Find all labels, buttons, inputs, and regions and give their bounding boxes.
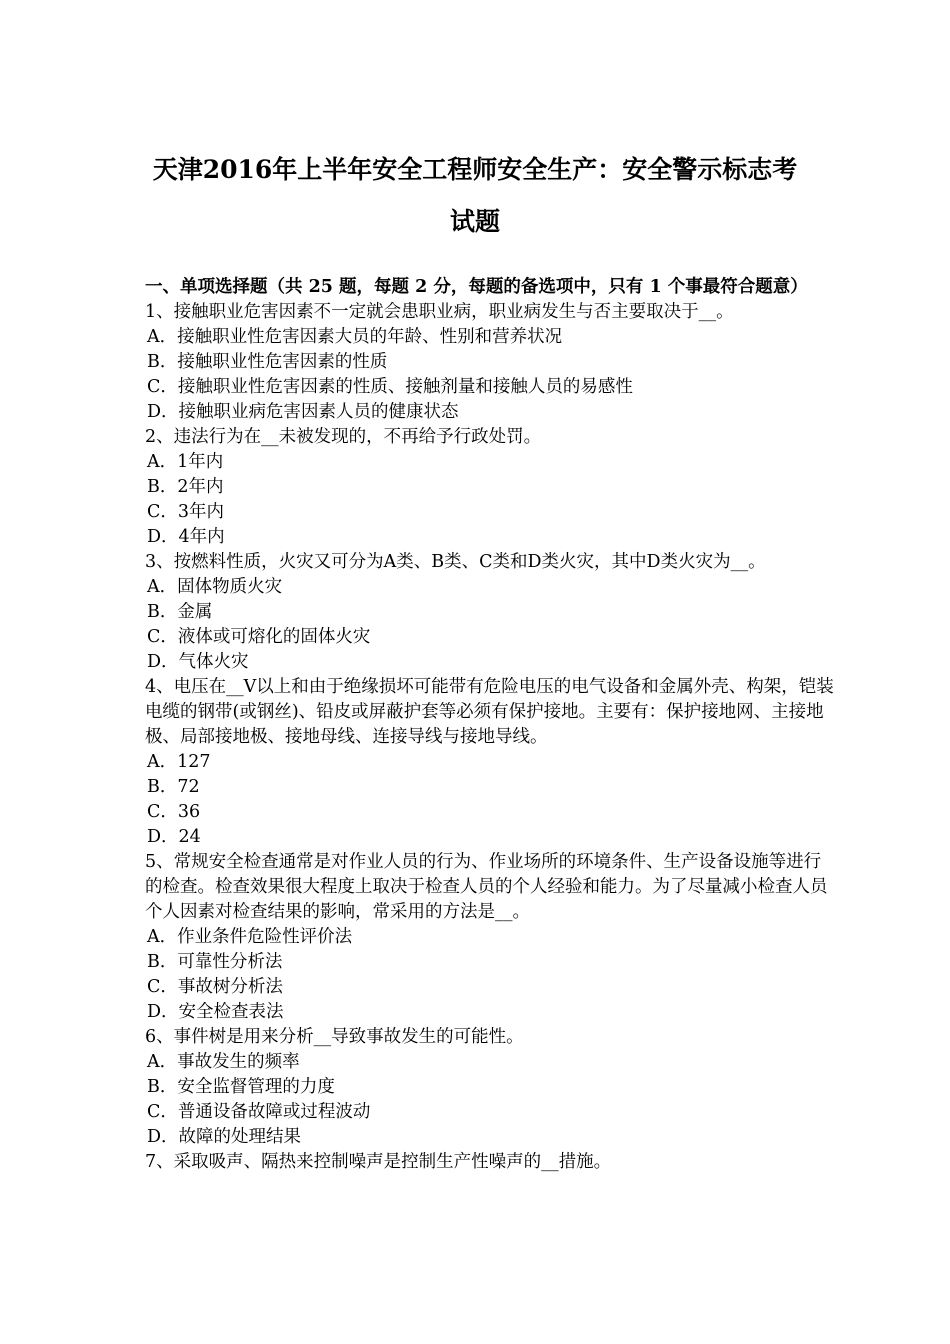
option-c: C．接触职业性危害因素的性质、接触剂量和接触人员的易感性 xyxy=(147,377,633,397)
doc-content xyxy=(145,275,835,1175)
option-a: A．固体物质火灾 xyxy=(147,577,283,597)
option-b: B．2年内 xyxy=(147,477,224,497)
option-a: A．接触职业性危害因素大员的年龄、性别和营养状况 xyxy=(147,327,563,347)
option-c: C．液体或可熔化的固体火灾 xyxy=(147,627,371,647)
question-stem: 2、违法行为在__未被发现的，不再给予行政处罚。 xyxy=(145,427,542,447)
question-1 xyxy=(145,300,835,425)
option-a: A．事故发生的频率 xyxy=(147,1052,300,1072)
option-c: C．普通设备故障或过程波动 xyxy=(147,1102,371,1122)
question-6 xyxy=(145,1025,835,1150)
question-stem: 6、事件树是用来分析__导致事故发生的可能性。 xyxy=(145,1027,524,1047)
option-d: D．接触职业病危害因素人员的健康状态 xyxy=(147,402,459,422)
option-d: D．故障的处理结果 xyxy=(147,1127,302,1147)
option-d: D．4年内 xyxy=(147,527,225,547)
question-stem: 7、采取吸声、隔热来控制噪声是控制生产性噪声的__措施。 xyxy=(145,1152,612,1172)
question-2 xyxy=(145,425,835,550)
option-b: B．安全监督管理的力度 xyxy=(147,1077,335,1097)
option-b: B．接触职业性危害因素的性质 xyxy=(147,352,388,372)
option-b: B．金属 xyxy=(147,602,213,622)
option-a: A．作业条件危险性评价法 xyxy=(147,927,353,947)
question-stem: 5、常规安全检查通常是对作业人员的行为、作业场所的环境条件、生产设备设施等进行的检查。检查效果很大程度上取决于检查人员的个人经验和能力。为了尽量减小检查人员个人因素对检查结果的影响，常采用的方法是__。 xyxy=(145,852,828,922)
option-d: D．24 xyxy=(147,827,201,847)
option-c: C．事故树分析法 xyxy=(147,977,283,997)
option-d: D．气体火灾 xyxy=(147,652,249,672)
question-7 xyxy=(145,1150,835,1175)
question-3 xyxy=(145,550,835,675)
option-d: D．安全检查表法 xyxy=(147,1002,284,1022)
section-heading: 一、单项选择题（共 25 题，每题 2 分，每题的备选项中，只有 1 个事最符合题意） xyxy=(145,277,808,297)
question-5 xyxy=(145,850,835,1025)
question-stem: 3、按燃料性质，火灾又可分为A类、B类、C类和D类火灾，其中D类火灾为__。 xyxy=(145,552,766,572)
option-c: C．36 xyxy=(147,802,201,822)
doc-title-line2: 试题 xyxy=(449,207,500,236)
option-b: B．72 xyxy=(147,777,200,797)
option-b: B．可靠性分析法 xyxy=(147,952,283,972)
option-c: C．3年内 xyxy=(147,502,225,522)
option-a: A．1年内 xyxy=(147,452,224,472)
option-a: A．127 xyxy=(147,752,211,772)
question-stem: 1、接触职业危害因素不一定就会患职业病，职业病发生与否主要取决于__。 xyxy=(145,302,734,322)
question-stem: 4、电压在__V以上和由于绝缘损坏可能带有危险电压的电气设备和金属外壳、构架，铠装电缆的钢带(或钢丝)、铅皮或屏蔽护套等必须有保护接地。主要有：保护接地网、主接地极、局部接地极、接地母线、连接导线与接地导线。 xyxy=(145,677,834,747)
question-4 xyxy=(145,675,835,850)
doc-title-line1: 天津2016年上半年安全工程师安全生产：安全警示标志考 xyxy=(152,155,798,184)
